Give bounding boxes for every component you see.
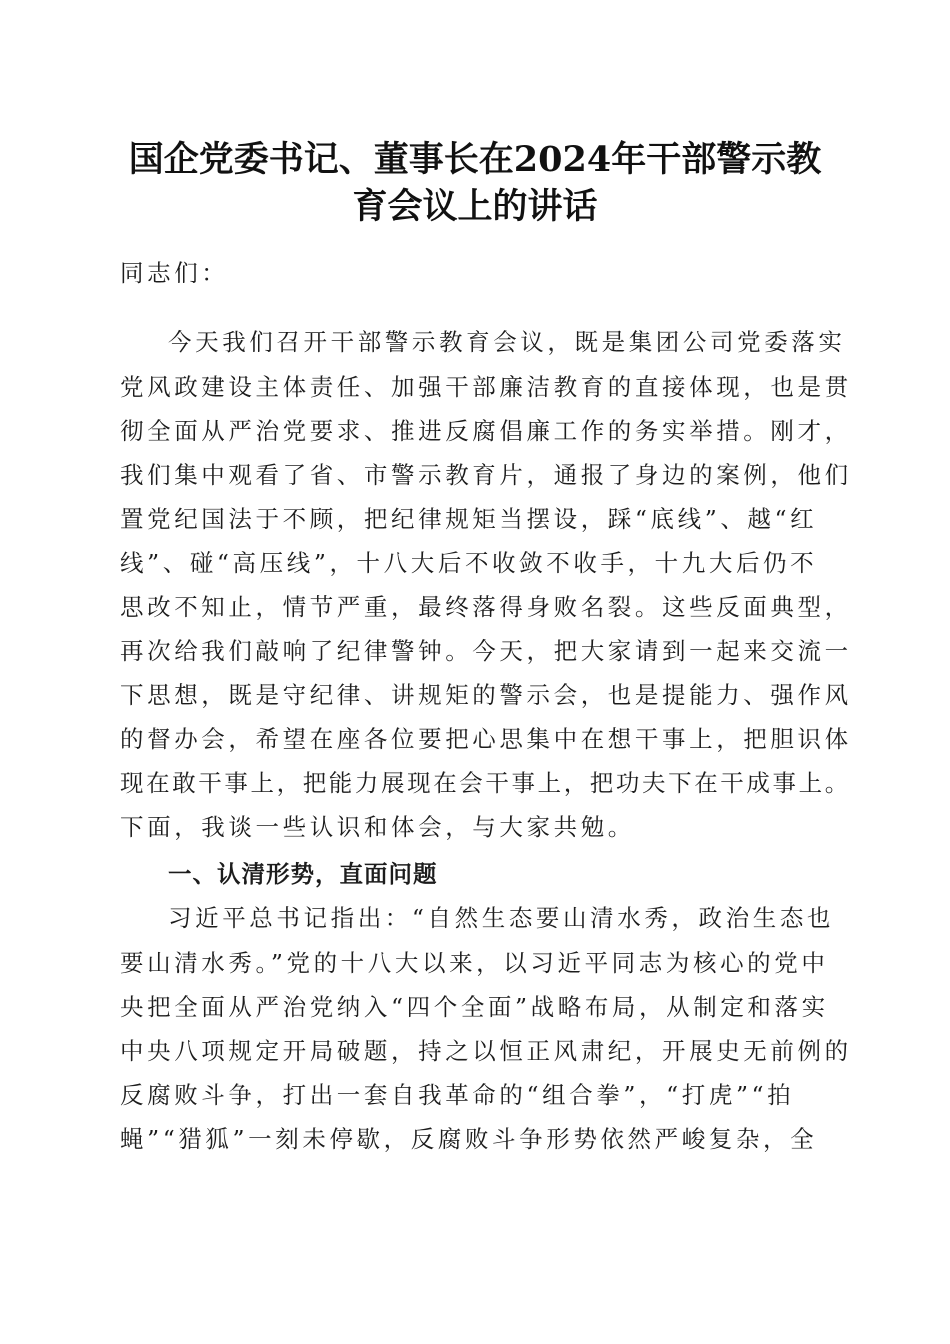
paragraph-line: 央把全面从严治党纳入“四个全面”战略布局，从制定和落实 [120, 993, 829, 1021]
paragraph-line: 党风政建设主体责任、加强干部廉洁教育的直接体现，也是贯 [120, 373, 852, 401]
paragraph-line: 再次给我们敲响了纪律警钟。今天，把大家请到一起来交流一 [120, 637, 852, 665]
paragraph-line: 置党纪国法于不顾，把纪律规矩当摆设，踩“底线”、越“红 [120, 505, 818, 533]
paragraph-line: 我们集中观看了省、市警示教育片，通报了身边的案例，他们 [120, 461, 852, 489]
document-title-line-1: 国企党委书记、董事长在2024年干部警示教 [128, 139, 822, 180]
paragraph-line: 下思想，既是守纪律、讲规矩的警示会，也是提能力、强作风 [120, 681, 852, 709]
paragraph-line: 思改不知止，情节严重，最终落得身败名裂。这些反面典型， [120, 593, 852, 621]
paragraph-line: 要山清水秀。”党的十八大以来，以习近平同志为核心的党中 [120, 949, 829, 977]
section-heading: 一、认清形势，直面问题 [168, 860, 438, 888]
paragraph-line: 下面，我谈一些认识和体会，与大家共勉。 [120, 813, 635, 841]
paragraph-line: 今天我们召开干部警示教育会议，既是集团公司党委落实 [168, 328, 846, 356]
paragraph-line: 线”、碰“高压线”，十八大后不收敛不收手，十九大后仍不 [120, 549, 818, 577]
paragraph-line: 习近平总书记指出：“自然生态要山清水秀，政治生态也 [168, 904, 835, 932]
paragraph-line: 反腐败斗争，打出一套自我革命的“组合拳”，“打虎”“拍 [120, 1081, 795, 1109]
paragraph-line: 中央八项规定开局破题，持之以恒正风肃纪，开展史无前例的 [120, 1037, 852, 1065]
paragraph-line: 蝇”“猎狐”一刻未停歇，反腐败斗争形势依然严峻复杂，全 [120, 1125, 818, 1153]
paragraph-line: 的督办会，希望在座各位要把心思集中在想干事上，把胆识体 [120, 725, 852, 753]
paragraph-line: 彻全面从严治党要求、推进反腐倡廉工作的务实举措。刚才， [120, 417, 852, 445]
document-title-line-2: 育会议上的讲话 [352, 186, 598, 227]
paragraph-line: 现在敢干事上，把能力展现在会干事上，把功夫下在干成事上。 [120, 769, 851, 797]
salutation: 同志们： [120, 259, 229, 287]
